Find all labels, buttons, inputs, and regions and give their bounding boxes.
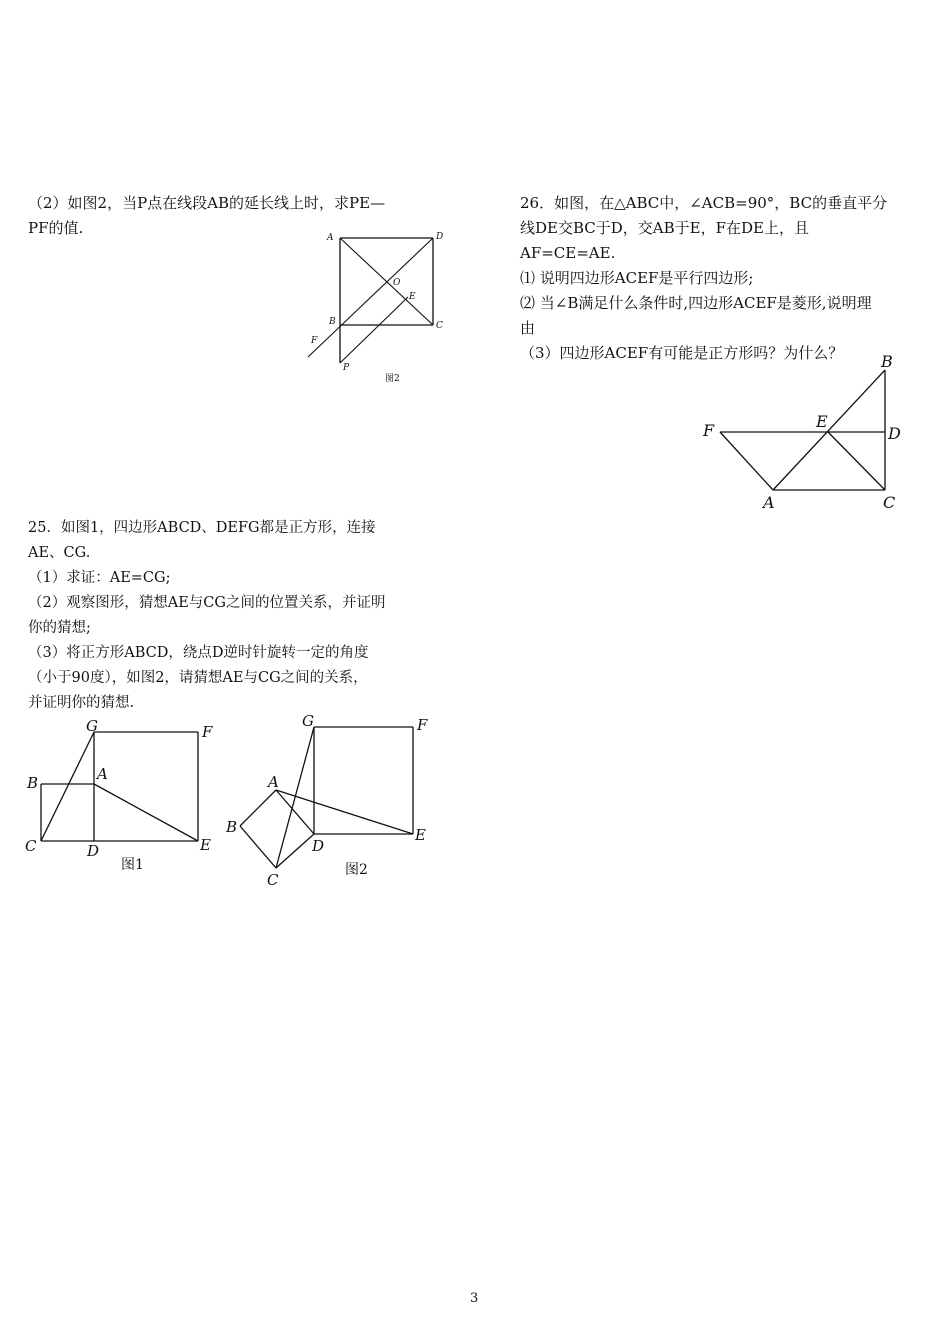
q24-part2-line2: PF的值.	[28, 219, 84, 237]
fig26-label-d: D	[888, 424, 901, 443]
q26-part3: （3）四边形ACEF有可能是正方形吗？为什么？	[520, 344, 844, 362]
fig25-1-label-g: G	[86, 717, 98, 735]
fig25-2-line-ae	[276, 790, 413, 834]
fig24-label-o: O	[393, 278, 401, 288]
q25-part3-line1: （3）将正方形ABCD，绕点D逆时针旋转一定的角度	[28, 645, 369, 661]
fig24-label-a: A	[327, 233, 334, 243]
fig24-label-f: F	[311, 336, 318, 346]
figure-q25-1	[20, 712, 225, 882]
q25-part3-line2: （小于90度），如图2，请猜想AE与CG之间的关系，	[28, 670, 368, 686]
fig26-label-f: F	[703, 421, 715, 440]
q25-part3-line3: 并证明你的猜想.	[28, 695, 135, 711]
fig26-edge-ec	[828, 432, 885, 490]
fig25-1-label-a: A	[97, 765, 108, 783]
fig24-label-d: D	[436, 232, 444, 242]
fig25-1-label-f: F	[202, 723, 213, 741]
fig25-2-label-e: E	[415, 826, 426, 844]
fig25-2-label-g: G	[302, 712, 314, 730]
fig24-line-pe	[340, 297, 408, 363]
fig24-label-p: P	[343, 363, 350, 373]
figure-q26	[698, 350, 913, 515]
fig26-edge-af	[720, 432, 773, 490]
fig25-1-line-cg	[41, 732, 94, 841]
q26-part1: ⑴ 说明四边形ACEF是平行四边形;	[520, 269, 754, 287]
fig24-caption: 图2	[385, 374, 400, 384]
q26-line1: 26．如图，在△ABC中，∠ACB=90°，BC的垂直平分	[520, 194, 888, 212]
fig25-2-label-a: A	[268, 773, 279, 791]
page-number: 3	[470, 1291, 479, 1306]
q25-part2-line2: 你的猜想;	[28, 620, 91, 636]
q25-part2-line1: （2）观察图形，猜想AE与CG之间的位置关系，并证明	[28, 595, 386, 611]
fig25-2-label-b: B	[226, 818, 238, 836]
fig25-2-edge-ab	[240, 790, 276, 826]
fig26-label-a: A	[763, 493, 775, 512]
fig24-label-e: E	[409, 292, 416, 302]
fig25-1-line-ae	[94, 784, 198, 841]
fig24-label-c: C	[436, 321, 443, 331]
figure-q24	[300, 225, 460, 390]
q25-part1: （1）求证：AE=CG;	[28, 570, 171, 586]
q26-line3: AF=CE=AE.	[520, 244, 616, 262]
figure-q25-2	[222, 708, 437, 888]
q25-line2: AE、CG.	[28, 545, 91, 561]
q26-line2: 线DE交BC于D，交AB于E，F在DE上，且	[520, 219, 809, 237]
fig26-label-b: B	[881, 352, 893, 371]
fig25-1-label-c: C	[25, 837, 37, 855]
fig25-2-edge-cd	[276, 834, 314, 868]
q26-part2-line2: 由	[520, 319, 536, 337]
fig25-2-label-d: D	[312, 837, 325, 855]
fig26-label-e: E	[816, 412, 828, 431]
fig25-1-label-d: D	[87, 842, 100, 860]
fig25-1-label-e: E	[200, 836, 211, 854]
fig25-2-label-f: F	[417, 716, 428, 734]
q26-part2-line1: ⑵ 当∠B满足什么条件时,四边形ACEF是菱形,说明理	[520, 294, 872, 312]
q24-part2-line1: （2）如图2，当P点在线段AB的延长线上时，求PE—	[28, 194, 386, 212]
fig25-1-caption: 图1	[121, 857, 144, 873]
q25-line1: 25．如图1，四边形ABCD、DEFG都是正方形，连接	[28, 520, 376, 536]
fig25-2-label-c: C	[267, 871, 279, 889]
fig25-2-caption: 图2	[345, 862, 368, 878]
fig25-1-label-b: B	[27, 774, 39, 792]
fig25-2-edge-bc	[240, 826, 276, 868]
fig26-label-c: C	[883, 493, 896, 512]
fig24-label-b: B	[329, 317, 336, 327]
